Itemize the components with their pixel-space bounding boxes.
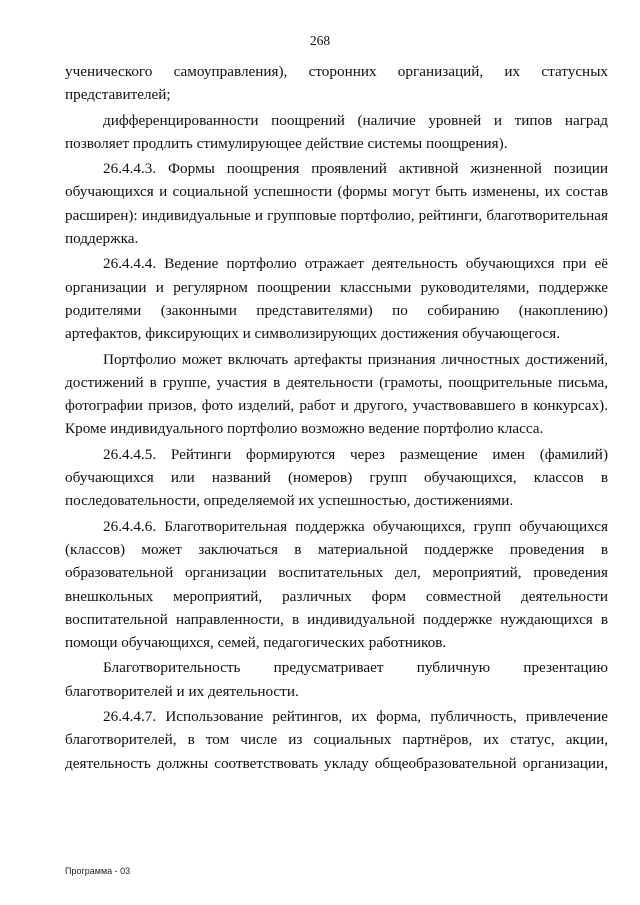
paragraph-5: Портфолио может включать артефакты признания личностных достижений, достижений в группе, участия в деятельности (грамоты, поощрительные письма, фотографии призов, фото изделий, работ и другого, участвовавшего в конкурсах). Кроме индивидуального портфолио возможно ведение портфолио класса. [65,350,608,438]
paragraph-1: ученического самоуправления), сторонних организаций, их статусных представителей; [65,63,608,104]
paragraph-9: 26.4.4.7. Использование рейтингов, их форма, публичность, привлечение благотворителей, в том числе из социальных партнёров, их статус, акции, деятельность должны соответствовать укладу общеобразовательной организации, [65,708,608,772]
paragraph-8: Благотворительность предусматривает публичную презентацию благотворителей и их деятельности. [65,659,608,700]
paragraph-7: 26.4.4.6. Благотворительная поддержка обучающихся, групп обучающихся (классов) может заключаться в материальной поддержке проведения в образовательной организации воспитательных дел, мероприятий, проведения внешкольных мероприятий, различных форм совместной деятельности воспитательной направленности, в индивидуальной поддержке нуждающихся в помощи обучающихся, семей, педагогических работников. [65,517,608,652]
paragraph-6: 26.4.4.5. Рейтинги формируются через размещение имен (фамилий) обучающихся или названий (номеров) групп обучающихся, классов в последовательности, определяемой их успешностью, достижениями. [65,445,608,510]
document-body [65,60,608,777]
page-number: 268 [309,33,331,48]
document-footer: Программа - 03 [65,866,131,876]
paragraph-2: дифференцированности поощрений (наличие уровней и типов наград позволяет продлить стимулирующее действие системы поощрения). [65,111,608,152]
paragraph-3: 26.4.4.3. Формы поощрения проявлений активной жизненной позиции обучающихся и социальной успешности (формы могут быть изменены, их состав расширен): индивидуальные и групповые портфолио, рейтинги, благотворительная поддержка. [65,160,608,248]
paragraph-4: 26.4.4.4. Ведение портфолио отражает деятельность обучающихся при её организации и регулярном поощрении классными руководителями, поддержке родителями (законными представителями) по собиранию (накоплению) артефактов, фиксирующих и символизирующих достижения обучающегося. [65,255,608,343]
